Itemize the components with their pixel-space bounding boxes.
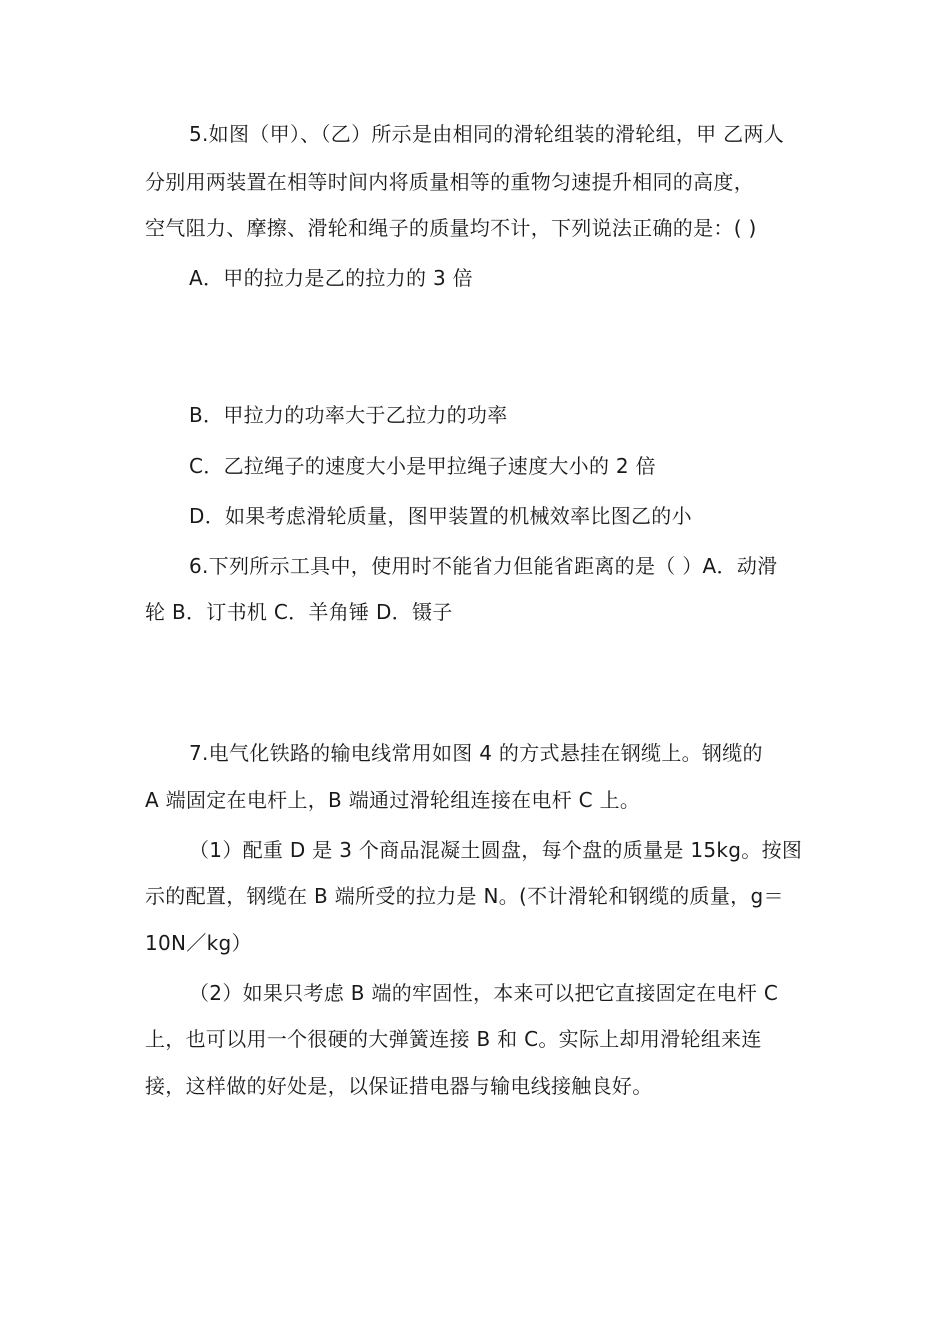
- q5-line-2: 分别用两装置在相等时间内将质量相等的重物匀速提升相同的高度，: [145, 170, 754, 194]
- q7-part2-line-3: 接，这样做的好处是，以保证措电器与输电线接触良好。: [145, 1074, 653, 1098]
- q5-line-3: 空气阻力、摩擦、滑轮和绳子的质量均不计，下列说法正确的是：( ): [145, 216, 757, 240]
- q5-line-1: 5.如图（甲）、（乙）所示是由相同的滑轮组装的滑轮组，甲 乙两人: [189, 122, 785, 146]
- q5-option-c: C．乙拉绳子的速度大小是甲拉绳子速度大小的 2 倍: [189, 454, 656, 478]
- q5-option-a: A．甲的拉力是乙的拉力的 3 倍: [189, 266, 473, 290]
- q5-option-b: B．甲拉力的功率大于乙拉力的功率: [189, 403, 508, 427]
- q6-line-2: 轮 B．订书机 C．羊角锤 D．镊子: [145, 600, 453, 624]
- q7-part2-line-2: 上，也可以用一个很硬的大弹簧连接 B 和 C。实际上却用滑轮组来连: [145, 1027, 762, 1051]
- q7-part1-line-2: 示的配置，钢缆在 B 端所受的拉力是 N。(不计滑轮和钢缆的质量，g＝: [145, 884, 784, 908]
- q7-part1-line-1: （1）配重 D 是 3 个商品混凝土圆盘，每个盘的质量是 15kg。按图: [189, 838, 803, 862]
- q7-line-1: 7.电气化铁路的输电线常用如图 4 的方式悬挂在钢缆上。钢缆的: [189, 741, 763, 765]
- q6-line-1: 6.下列所示工具中，使用时不能省力但能省距离的是（ ）A．动滑: [189, 554, 778, 578]
- q7-part1-line-3: 10N／kg）: [145, 931, 252, 955]
- q7-part2-line-1: （2）如果只考虑 B 端的牢固性，本来可以把它直接固定在电杆 C: [189, 981, 779, 1005]
- q5-option-d: D．如果考虑滑轮质量，图甲装置的机械效率比图乙的小: [189, 504, 692, 528]
- q7-line-2: A 端固定在电杆上，B 端通过滑轮组连接在电杆 C 上。: [145, 788, 641, 812]
